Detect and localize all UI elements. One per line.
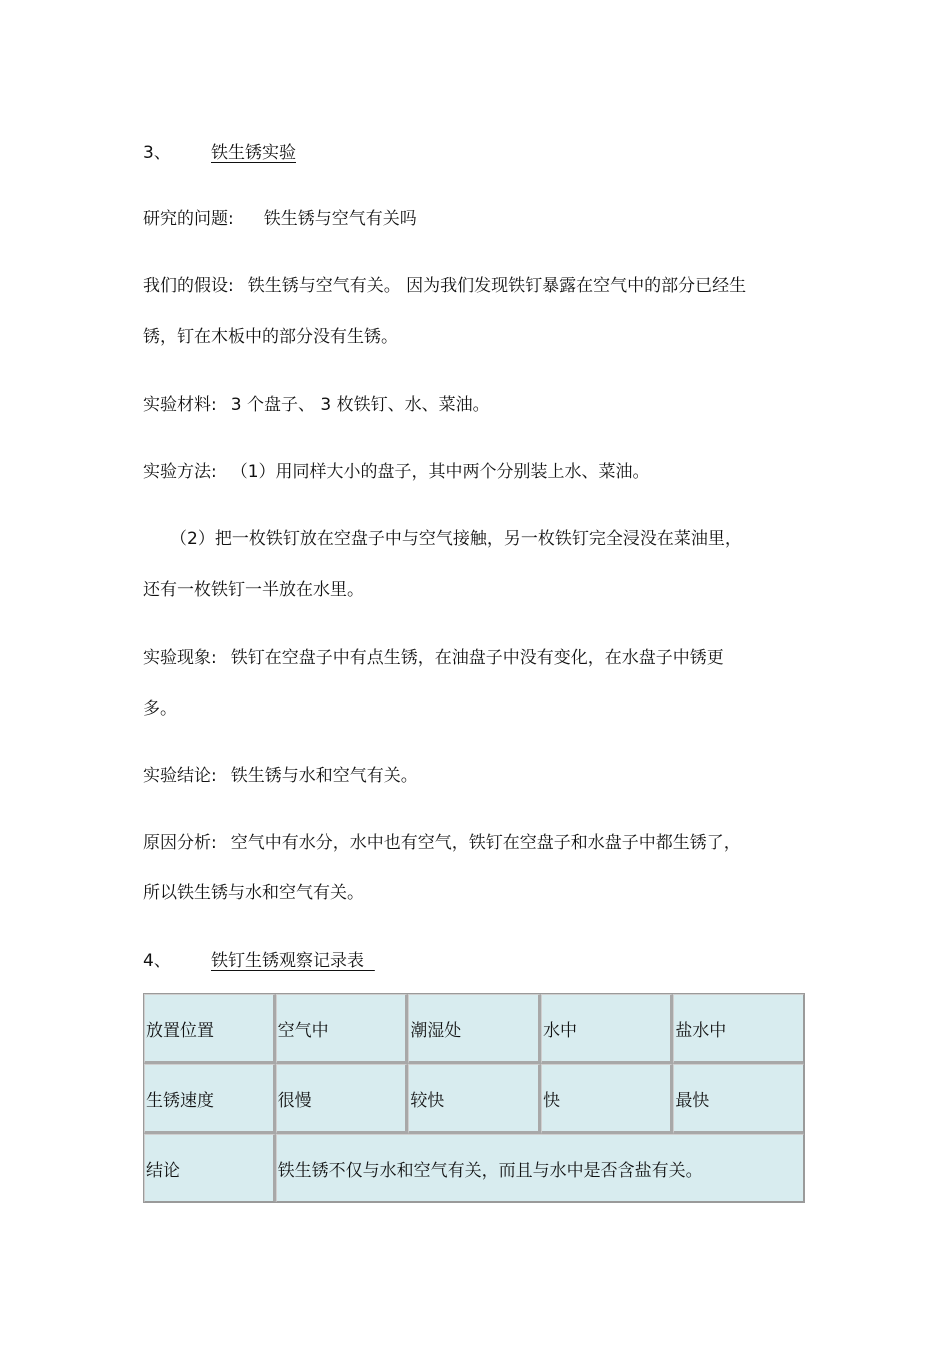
table-cell: 较快 <box>408 1064 541 1134</box>
table-cell: 盐水中 <box>673 994 804 1064</box>
section-4-title: 铁钉生锈观察记录表 <box>211 951 364 971</box>
table-cell: 很慢 <box>276 1064 409 1134</box>
hypothesis-label: 我们的假设: <box>143 276 234 296</box>
method-step-1-text: （1）用同样大小的盘子，其中两个分别装上水、菜油。 <box>230 462 650 482</box>
section-4-number: 4、 <box>143 951 171 971</box>
phenomenon-label: 实验现象: <box>143 648 217 668</box>
table-cell: 空气中 <box>276 994 409 1064</box>
materials-text: 3 个盘子、 3 枚铁钉、水、菜油。 <box>230 395 490 415</box>
research-question <box>143 208 417 230</box>
section-4-heading <box>143 950 375 972</box>
analysis-text-1: 空气中有水分，水中也有空气，铁钉在空盘子和水盘子中都生锈了， <box>230 833 741 853</box>
analysis-line-1 <box>143 832 741 854</box>
phenomenon-line-1 <box>143 647 724 669</box>
table-cell: 潮湿处 <box>408 994 541 1064</box>
hypothesis-text-1: 铁生锈与空气有关。 因为我们发现铁钉暴露在空气中的部分已经生 <box>247 276 747 296</box>
method-label: 实验方法: <box>143 462 217 482</box>
rust-observation-table <box>143 993 805 1203</box>
experiment-conclusion <box>143 765 418 787</box>
research-question-label: 研究的问题: <box>143 209 234 229</box>
phenomenon-text-1: 铁钉在空盘子中有点生锈，在油盘子中没有变化，在水盘子中锈更 <box>230 648 724 668</box>
hypothesis-line-1 <box>143 275 746 297</box>
table-cell: 放置位置 <box>144 994 276 1064</box>
table-cell: 生锈速度 <box>144 1064 276 1134</box>
conclusion-label: 实验结论: <box>143 766 217 786</box>
table-row <box>144 1134 804 1202</box>
table-cell: 最快 <box>673 1064 804 1134</box>
research-question-text: 铁生锈与空气有关吗 <box>263 209 417 229</box>
method-step-1 <box>143 461 650 483</box>
section-3-title: 铁生锈实验 <box>211 143 296 163</box>
table-row <box>144 994 804 1064</box>
materials <box>143 394 490 416</box>
table-cell: 结论 <box>144 1134 276 1202</box>
section-3-heading <box>143 142 296 164</box>
table-row <box>144 1064 804 1134</box>
hypothesis-line-2: 锈，钉在木板中的部分没有生锈。 <box>143 327 398 347</box>
conclusion-text: 铁生锈与水和空气有关。 <box>230 766 418 786</box>
table-cell: 水中 <box>541 994 673 1064</box>
analysis-label: 原因分析: <box>143 833 217 853</box>
section-3-number: 3、 <box>143 143 171 163</box>
method-step-2-line-2: 还有一枚铁钉一半放在水里。 <box>143 580 364 600</box>
materials-label: 实验材料: <box>143 395 217 415</box>
table-cell: 快 <box>541 1064 673 1134</box>
analysis-line-2: 所以铁生锈与水和空气有关。 <box>143 883 364 903</box>
table-cell-conclusion: 铁生锈不仅与水和空气有关，而且与水中是否含盐有关。 <box>276 1134 804 1202</box>
method-step-2-line-1: （2）把一枚铁钉放在空盘子中与空气接触，另一枚铁钉完全浸没在菜油里， <box>170 529 742 549</box>
phenomenon-line-2: 多。 <box>143 699 177 719</box>
